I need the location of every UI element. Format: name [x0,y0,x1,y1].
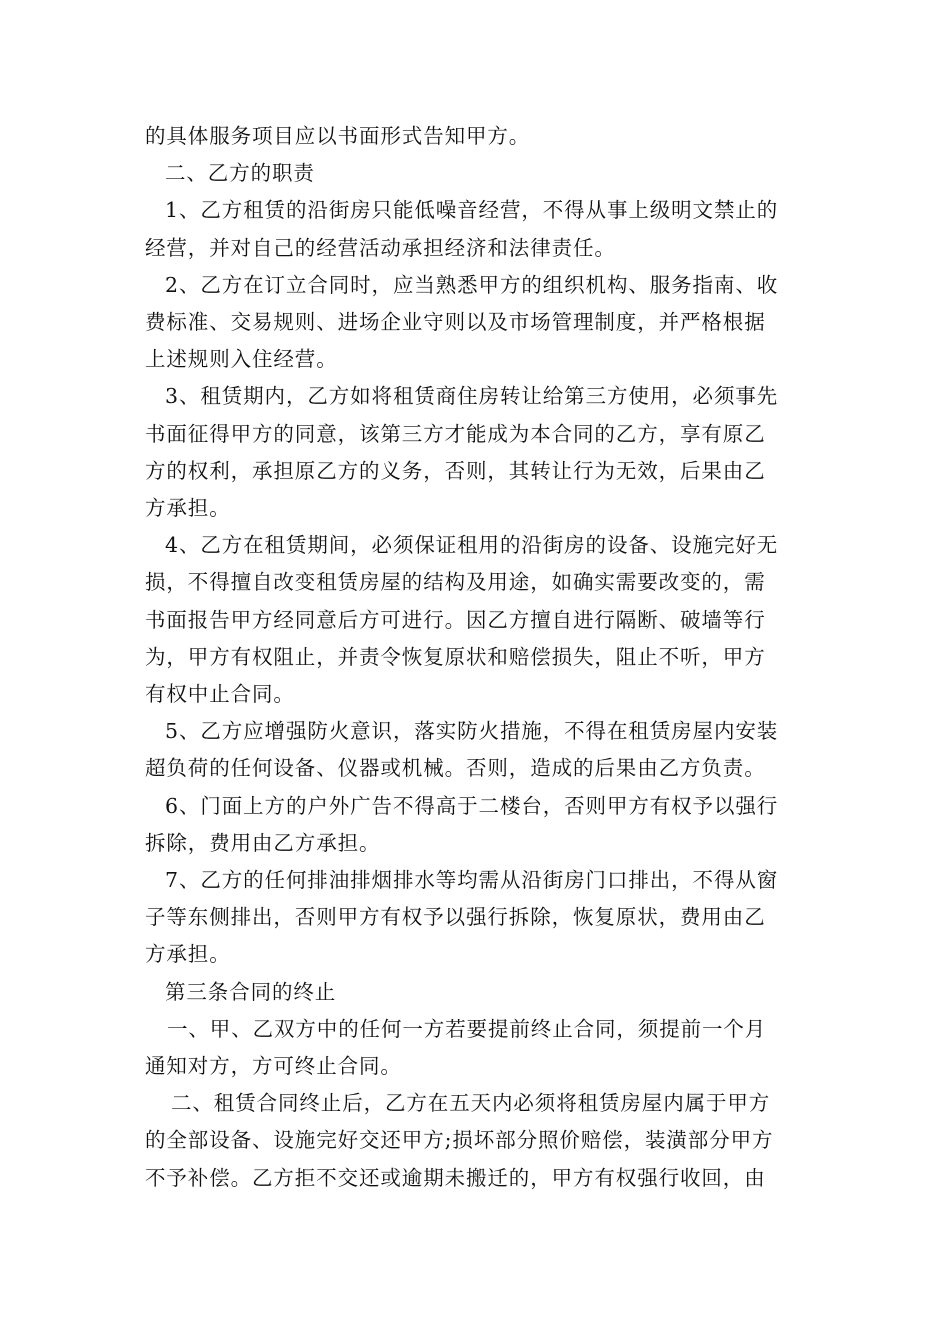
text-line: 5、乙方应增强防火意识，落实防火措施，不得在租赁房屋内安装 [165,719,779,744]
text-line: 3、租赁期内，乙方如将租赁商住房转让给第三方使用，必须事先 [165,384,779,409]
text-line: 损，不得擅自改变租赁房屋的结构及用途，如确实需要改变的，需 [145,570,766,595]
section-heading [145,155,810,192]
text-line: 上述规则入住经营。 [145,347,338,372]
document-body [145,118,810,1197]
paragraph [145,118,810,155]
text-line: 的全部设备、设施完好交还甲方;损坏部分照价赔偿，装潢部分甲方 [145,1128,774,1153]
paragraph [145,527,810,713]
paragraph [145,788,810,862]
text-line: 不予补偿。乙方拒不交还或逾期未搬迁的，甲方有权强行收回，由 [145,1165,766,1190]
text-line: 方承担。 [145,496,231,521]
text-line: 有权中止合同。 [145,682,295,707]
paragraph [145,267,810,379]
text-line: 二、乙方的职责 [165,161,315,186]
paragraph [145,1085,810,1197]
text-line: 6、门面上方的户外广告不得高于二楼台，否则甲方有权予以强行 [165,793,779,818]
text-line: 2、乙方在订立合同时，应当熟悉甲方的组织机构、服务指南、收 [165,272,779,297]
text-line: 的具体服务项目应以书面形式告知甲方。 [145,124,531,148]
text-line: 7、乙方的任何排油排烟排水等均需从沿街房门口排出，不得从窗 [165,868,779,893]
text-line: 1、乙方租赁的沿街房只能低噪音经营，不得从事上级明文禁止的 [165,198,779,223]
text-line: 二、租赁合同终止后，乙方在五天内必须将租赁房屋内属于甲方 [171,1091,771,1116]
text-line: 方的权利，承担原乙方的义务，否则，其转让行为无效，后果由乙 [145,458,766,483]
text-line: 一、甲、乙双方中的任何一方若要提前终止合同，须提前一个月 [167,1016,767,1041]
text-line: 为，甲方有权阻止，并责令恢复原状和赔偿损失，阻止不听，甲方 [145,644,766,669]
text-line: 经营，并对自己的经营活动承担经济和法律责任。 [145,235,616,260]
text-line: 子等东侧排出，否则甲方有权予以强行拆除，恢复原状，费用由乙 [145,905,766,930]
text-line: 第三条合同的终止 [165,979,337,1004]
text-line: 超负荷的任何设备、仪器或机械。否则，造成的后果由乙方负责。 [145,756,766,781]
text-line: 通知对方，方可终止合同。 [145,1054,402,1079]
text-line: 费标准、交易规则、进场企业守则以及市场管理制度，并严格根据 [145,310,766,335]
paragraph [145,713,810,787]
text-line: 4、乙方在租赁期间，必须保证租用的沿街房的设备、设施完好无 [165,533,779,558]
text-line: 方承担。 [145,942,231,967]
text-line: 书面报告甲方经同意后方可进行。因乙方擅自进行隔断、破墙等行 [145,607,766,632]
text-line: 书面征得甲方的同意，该第三方才能成为本合同的乙方，享有原乙 [145,421,766,446]
text-line: 拆除，费用由乙方承担。 [145,830,381,855]
paragraph [145,862,810,974]
section-heading [145,974,810,1011]
paragraph [145,192,810,266]
paragraph [145,1011,810,1085]
paragraph [145,378,810,527]
